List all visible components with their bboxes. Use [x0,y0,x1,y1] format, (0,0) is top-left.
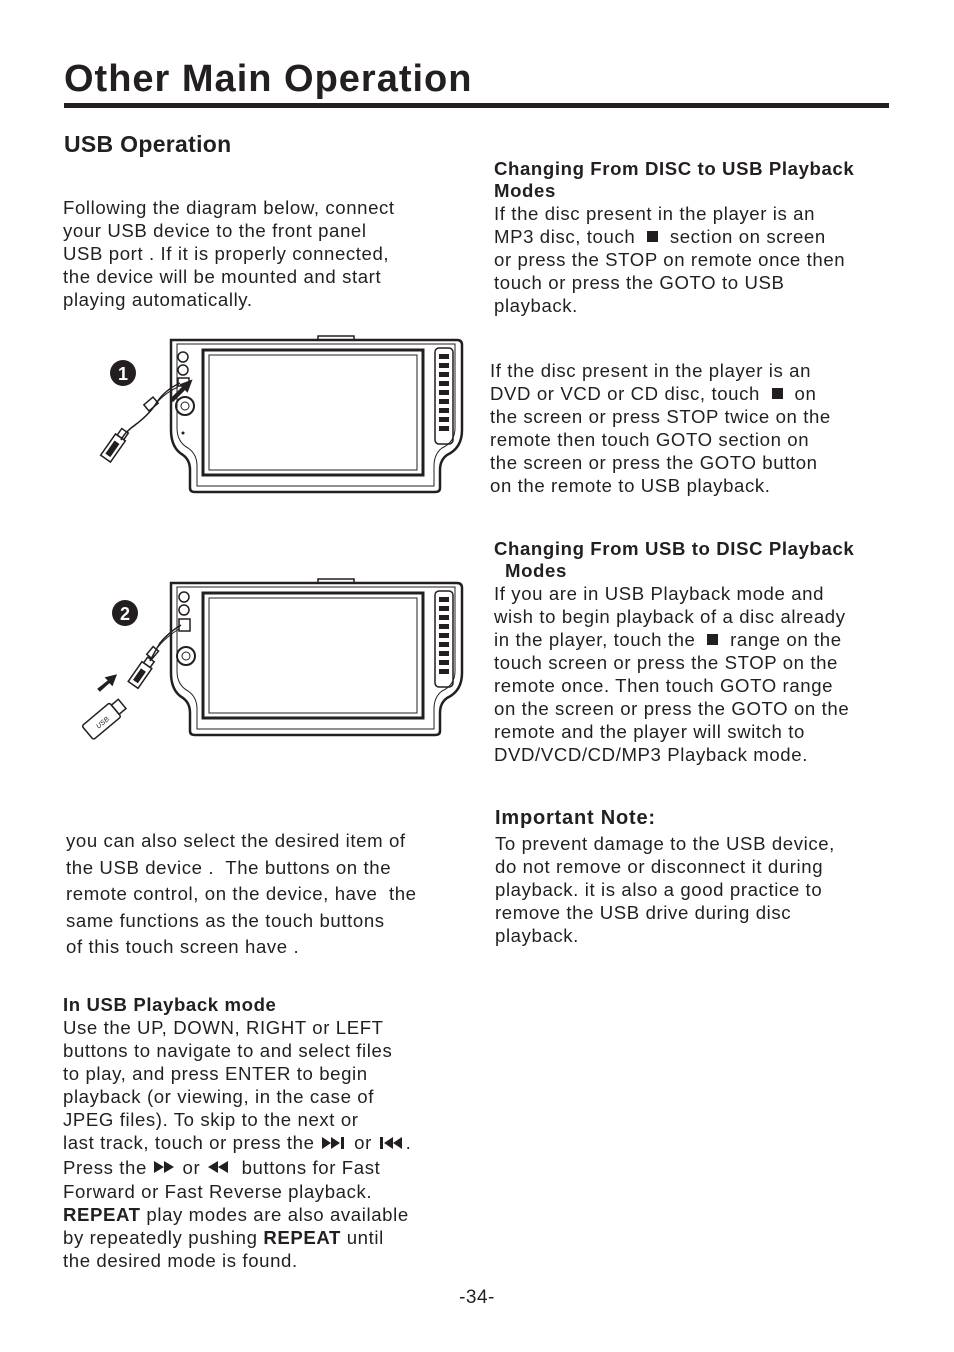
stop-square-icon [772,388,783,399]
intro-line: Following the diagram below, connect [63,197,395,218]
usb-to-disc-paragraph: If you are in USB Playback mode and wish to begin playback of a disc already in the player, touch the range on the touch screen or press the STOP on the remote once. Then touch GOTO range on the screen or press the GOTO on the remote and the player will switch to DVD/VCD/CD/MP3 Playback mode. [494,583,850,765]
remote-info-line: remote control, on the device, have the [66,883,417,904]
intro-line: your USB device to the front panel [63,220,367,241]
next-track-icon [320,1132,348,1155]
important-note-line: playback. it is also a good practice to [495,879,823,900]
mp3-disc-paragraph: If the disc present in the player is an MP3 disc, touch section on screen or press the STOP on remote once then touch or press the GOTO to USB playback. [494,203,846,316]
repeat-line-2: by repeatedly pushing REPEAT until [63,1227,384,1249]
usb-playback-line: the desired mode is found. [63,1250,298,1272]
usb-to-disc-heading: Changing From USB to DISC Playback Modes [494,538,855,581]
repeat-line-1: REPEAT play modes are also available [63,1204,409,1226]
usb-to-disc-section [494,538,854,766]
important-note-line: To prevent damage to the USB device, [495,833,835,854]
stop-square-icon [707,634,718,645]
intro-paragraph [63,196,395,311]
usb-playback-line: Forward or Fast Reverse playback. [63,1181,373,1203]
page-number: -34- [459,1287,495,1308]
device-diagram-step-2 [78,573,470,753]
fast-forward-line: Press the or buttons for Fast [63,1156,381,1178]
skip-track-line: last track, touch or press the or . [63,1132,412,1153]
remote-info-paragraph [66,828,417,961]
important-note-line: do not remove or disconnect it during [495,856,824,877]
important-note-section [495,807,835,947]
usb-playback-heading: In USB Playback mode [63,994,277,1015]
remote-info-line: same functions as the touch buttons [66,909,385,931]
important-note-line: playback. [495,925,579,946]
disc-to-usb-heading: Changing From DISC to USB Playback Modes [494,158,855,201]
usb-playback-line: to play, and press ENTER to begin [63,1063,368,1084]
usb-playback-line: playback (or viewing, in the case of [63,1086,374,1107]
step-number-1: 1 [117,364,129,384]
stop-square-icon [647,231,658,242]
remote-info-line: you can also select the desired item of [66,830,406,851]
page-title: Other Main Operation [64,58,473,100]
remote-info-line: of this touch screen have . [66,936,300,957]
figure-step-1 [95,330,470,500]
svg-text:USB: USB [95,715,111,731]
usb-playback-line: Use the UP, DOWN, RIGHT or LEFT [63,1017,384,1038]
remote-info-line: the USB device . The buttons on the [66,856,392,878]
important-note-line: remove the USB drive during disc [495,902,792,923]
usb-playback-line: JPEG files). To skip to the next or [63,1109,359,1130]
intro-line: the device will be mounted and start [63,266,382,287]
usb-playback-line: buttons to navigate to and select files [63,1040,393,1061]
previous-track-icon [378,1132,406,1155]
fast-reverse-icon [206,1156,230,1179]
usb-playback-section [63,994,411,1272]
device-diagram-step-1 [95,330,470,500]
intro-line: playing automatically. [63,289,253,310]
title-divider [64,103,889,108]
section-title: USB Operation [64,131,232,157]
dvd-disc-paragraph: If the disc present in the player is an DVD or VCD or CD disc, touch on the screen or press STOP twice on the remote then touch GOTO section on the screen or press the GOTO button on the remote to USB playback. [490,360,831,496]
step-number-2: 2 [119,604,131,624]
figure-step-2 [78,573,470,753]
disc-to-usb-section [494,158,854,317]
intro-line: USB port . If it is properly connected, [63,243,390,264]
important-note-heading: Important Note: [495,807,656,829]
fast-forward-icon [153,1156,177,1179]
